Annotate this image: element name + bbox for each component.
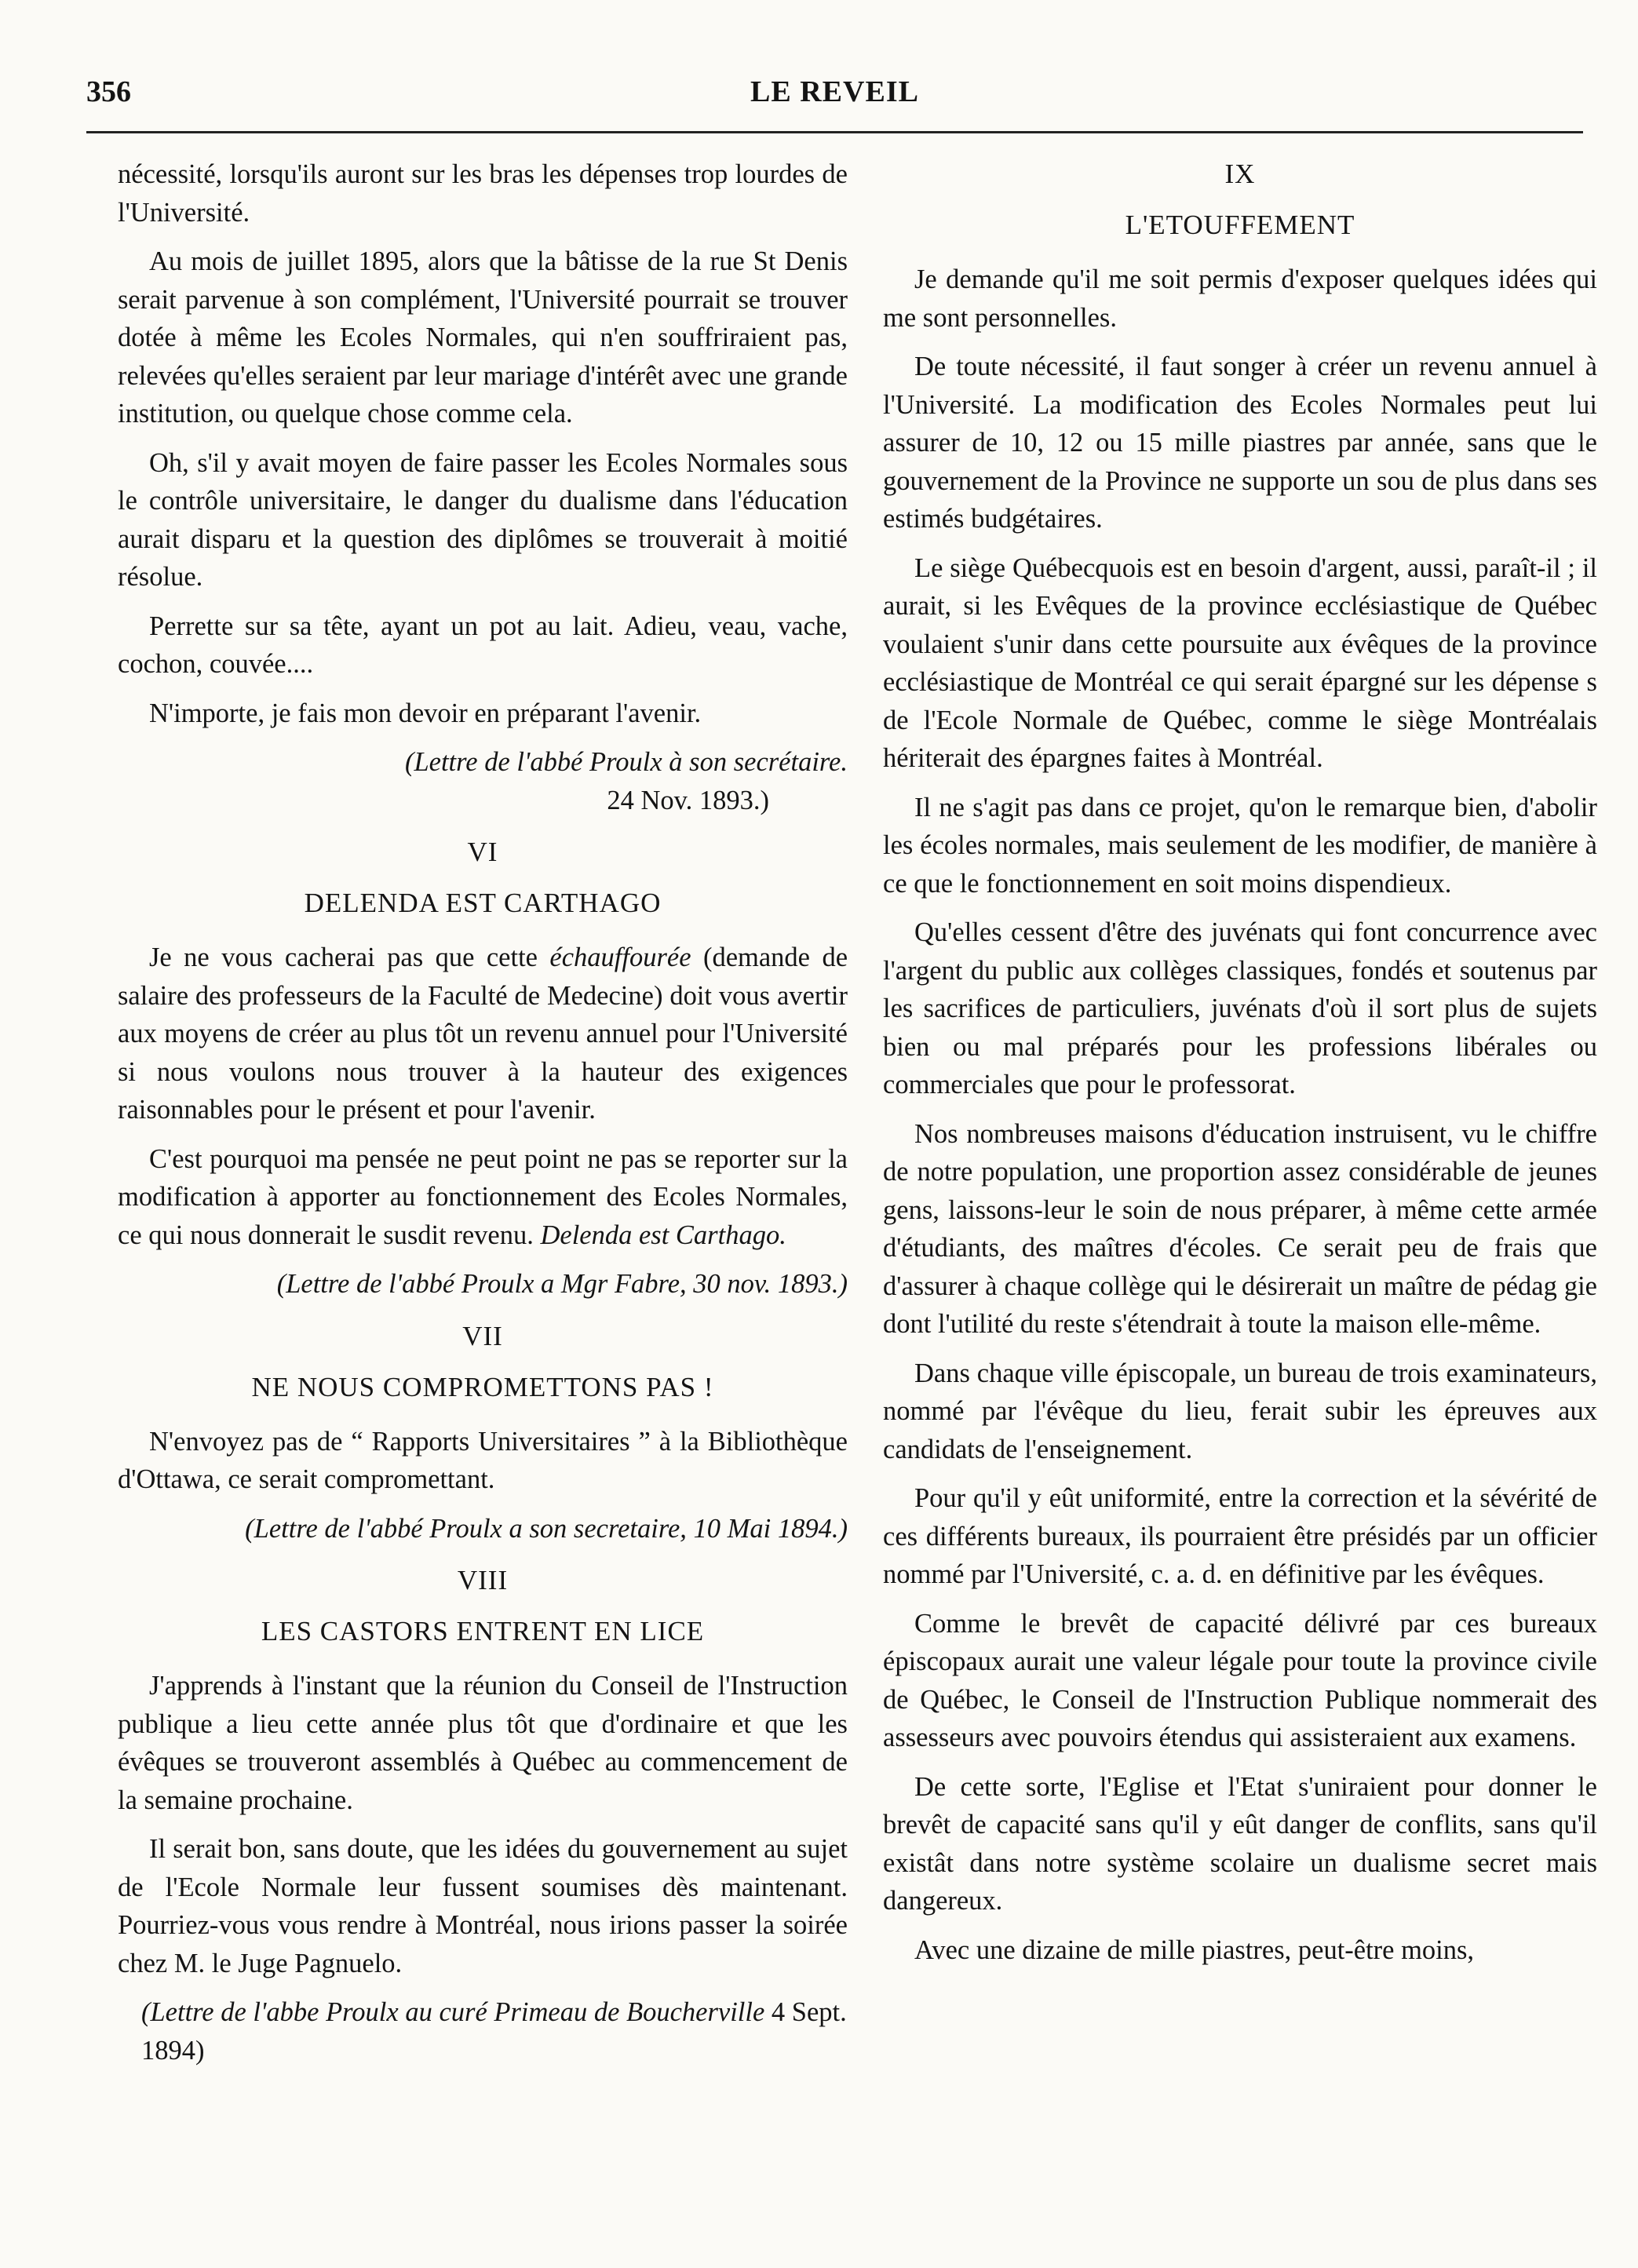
header-rule [86, 131, 1583, 133]
paragraph: Dans chaque ville épiscopale, un bureau de trois examinateurs, nommé par l'évêque du lieu, ferait subir les épreuves aux candidats de l'enseignement. [883, 1358, 1597, 1464]
section-title: L'ETOUFFEMENT [1125, 210, 1355, 240]
paragraph: De cette sorte, l'Eglise et l'Etat s'uniraient pour donner le brevêt de capacité sans qu'il y eût danger de conflits, sans qu'il existât dans notre système scolaire un dualisme secret mais dangereux. [883, 1771, 1597, 1916]
page-number: 356 [86, 75, 131, 108]
text-span: Je ne vous cacherai pas que cette [149, 943, 550, 972]
left-column [118, 155, 848, 2080]
source-citation [118, 1993, 848, 2069]
citation-date: 4 Sept. 1894) [141, 1997, 847, 2066]
text-span: C'est pourquoi ma pensée ne peut point ne pas se reporter sur la modification à apporter au fonctionnement des Ecoles Normales, ce qui nous donnerait le susdit revenu. [118, 1143, 848, 1250]
paragraph: Il ne s'agit pas dans ce projet, qu'on le remarque bien, d'abolir les écoles normales, mais seulement de les modifier, de manière à ce que le fonctionnement en soit moins dispendieux. [883, 792, 1597, 899]
source-citation: (Lettre de l'abbé Proulx a son secretaire, 10 Mai 1894.) [245, 1513, 848, 1544]
paragraph: Perrette sur sa tête, ayant un pot au lait. Adieu, veau, vache, cochon, couvée.... [118, 611, 848, 679]
paragraph [118, 939, 848, 1129]
paragraph: De toute nécessité, il faut songer à créer un revenu annuel à l'Université. La modification des Ecoles Normales peut lui assurer de 10, 12 ou 15 mille piastres par année, sans que le gouvernement de la Province ne supporte un sou de plus dans ses estimés budgétaires. [883, 352, 1597, 534]
paragraph: Comme le brevêt de capacité délivré par ces bureaux épiscopaux aurait une valeur légale pour toute la province civile de Québec, le Conseil de l'Instruction Publique nommerait des assesseurs avec pouvoirs étendus qui assisteraient aux examens. [883, 1608, 1597, 1752]
running-title: LE REVEIL [750, 75, 919, 108]
paragraph: nécessité, lorsqu'ils auront sur les bras les dépenses trop lourdes de l'Université. [118, 159, 848, 228]
paragraph: Il serait bon, sans doute, que les idées du gouvernement au sujet de l'Ecole Normale leur fussent soumises dès maintenant. Pourriez-vous vous rendre à Montréal, nous irions passer la soirée chez M. le Juge Pagnuelo. [118, 1834, 848, 1978]
page-header [86, 75, 1583, 131]
italic-term: échauffourée [549, 943, 691, 972]
paragraph: Je demande qu'il me soit permis d'exposer quelques idées qui me sont personnelles. [883, 264, 1597, 333]
paragraph: Qu'elles cessent d'être des juvénats qui font concurrence avec l'argent du public aux collèges classiques, fondés et soutenus par les sacrifices de particuliers, juvénats d'où il sort plus de sujets bien ou mal préparés pour les professions libérales ou commerciales que pour le professorat. [883, 917, 1597, 1099]
paragraph: Au mois de juillet 1895, alors que la bâtisse de la rue St Denis serait parvenue à son complément, l'Université pourrait se trouver dotée à même les Ecoles Normales, qui n'en souffriraient pas, relevées qu'elles seraient par leur mariage d'intérêt avec une grande institution, ou quelque chose comme cela. [118, 246, 848, 428]
paragraph: Oh, s'il y avait moyen de faire passer les Ecoles Normales sous le contrôle universitaire, le danger du dualisme dans l'éducation aurait disparu et la question des diplômes se trouverait à moitié résolue. [118, 447, 848, 592]
text-span: (demande de salaire des professeurs de la Faculté de Medecine) doit vous avertir aux moyens de créer au plus tôt un revenu annuel pour l'Université si nous voulons nous trouver à la hauteur des exigences raisonnables pour le présent et pour l'avenir. [118, 943, 848, 1125]
paragraph: Le siège Québecquois est en besoin d'argent, aussi, paraît-il ; il aurait, si les Evêques de la province ecclésiastique de Québec voulaient s'unir dans cette poursuite aux évêques de la province ecclésiastique de Montréal ce qui serait épargné sur les dépense s de l'Ecole Normale de Québec, comme le siège Montréalais hériterait des épargnes faites à Montréal. [883, 552, 1597, 773]
paragraph: Pour qu'il y eût uniformité, entre la correction et la sévérité de ces différents bureaux, ils pourraient être présidés par un officier nommé par l'Université, c. a. d. en définitive par les évêques. [883, 1483, 1597, 1589]
section-number: IX [1224, 159, 1256, 189]
citation-text: (Lettre de l'abbe Proulx au curé Primeau de Boucherville [141, 1997, 765, 2027]
citation-text: (Lettre de l'abbé Proulx à son secrétaire. [404, 747, 848, 777]
section-number: VII [462, 1320, 503, 1351]
citation-date: 24 Nov. 1893.) [607, 785, 769, 815]
paragraph: J'apprends à l'instant que la réunion du Conseil de l'Instruction publique a lieu cette année plus tôt que d'ordinaire et que les évêques se trouveront assemblés à Québec au commencement de la semaine prochaine. [118, 1671, 848, 1815]
section-number: VI [467, 837, 498, 867]
section-number: VIII [457, 1565, 509, 1595]
italic-term: Delenda est Carthago. [540, 1220, 786, 1250]
right-column [883, 155, 1597, 1980]
section-title: DELENDA EST CARTHAGO [304, 888, 662, 918]
paragraph: N'envoyez pas de “ Rapports Universitaires ” à la Bibliothèque d'Ottawa, ce serait compromettant. [118, 1426, 848, 1494]
section-title: LES CASTORS ENTRENT EN LICE [261, 1616, 705, 1646]
paragraph: N'importe, je fais mon devoir en préparant l'avenir. [149, 698, 702, 728]
source-citation [118, 743, 848, 819]
paragraph: Nos nombreuses maisons d'éducation instruisent, vu le chiffre de notre population, une proportion assez considérable de jeunes gens, laissons-leur le soin de nous préparer, à même cette armée d'étudiants, des maîtres d'écoles. Ce serait peu de frais que d'assurer à chaque collège qui le désirerait un maître de pédag gie dont l'utilité du reste s'étendrait à toute la maison elle-même. [883, 1118, 1597, 1339]
section-title: NE NOUS COMPROMETTONS PAS ! [251, 1371, 714, 1402]
paragraph [118, 1140, 848, 1255]
paragraph: Avec une dizaine de mille piastres, peut-être moins, [914, 1934, 1475, 1965]
source-citation: (Lettre de l'abbé Proulx a Mgr Fabre, 30 nov. 1893.) [276, 1269, 848, 1299]
